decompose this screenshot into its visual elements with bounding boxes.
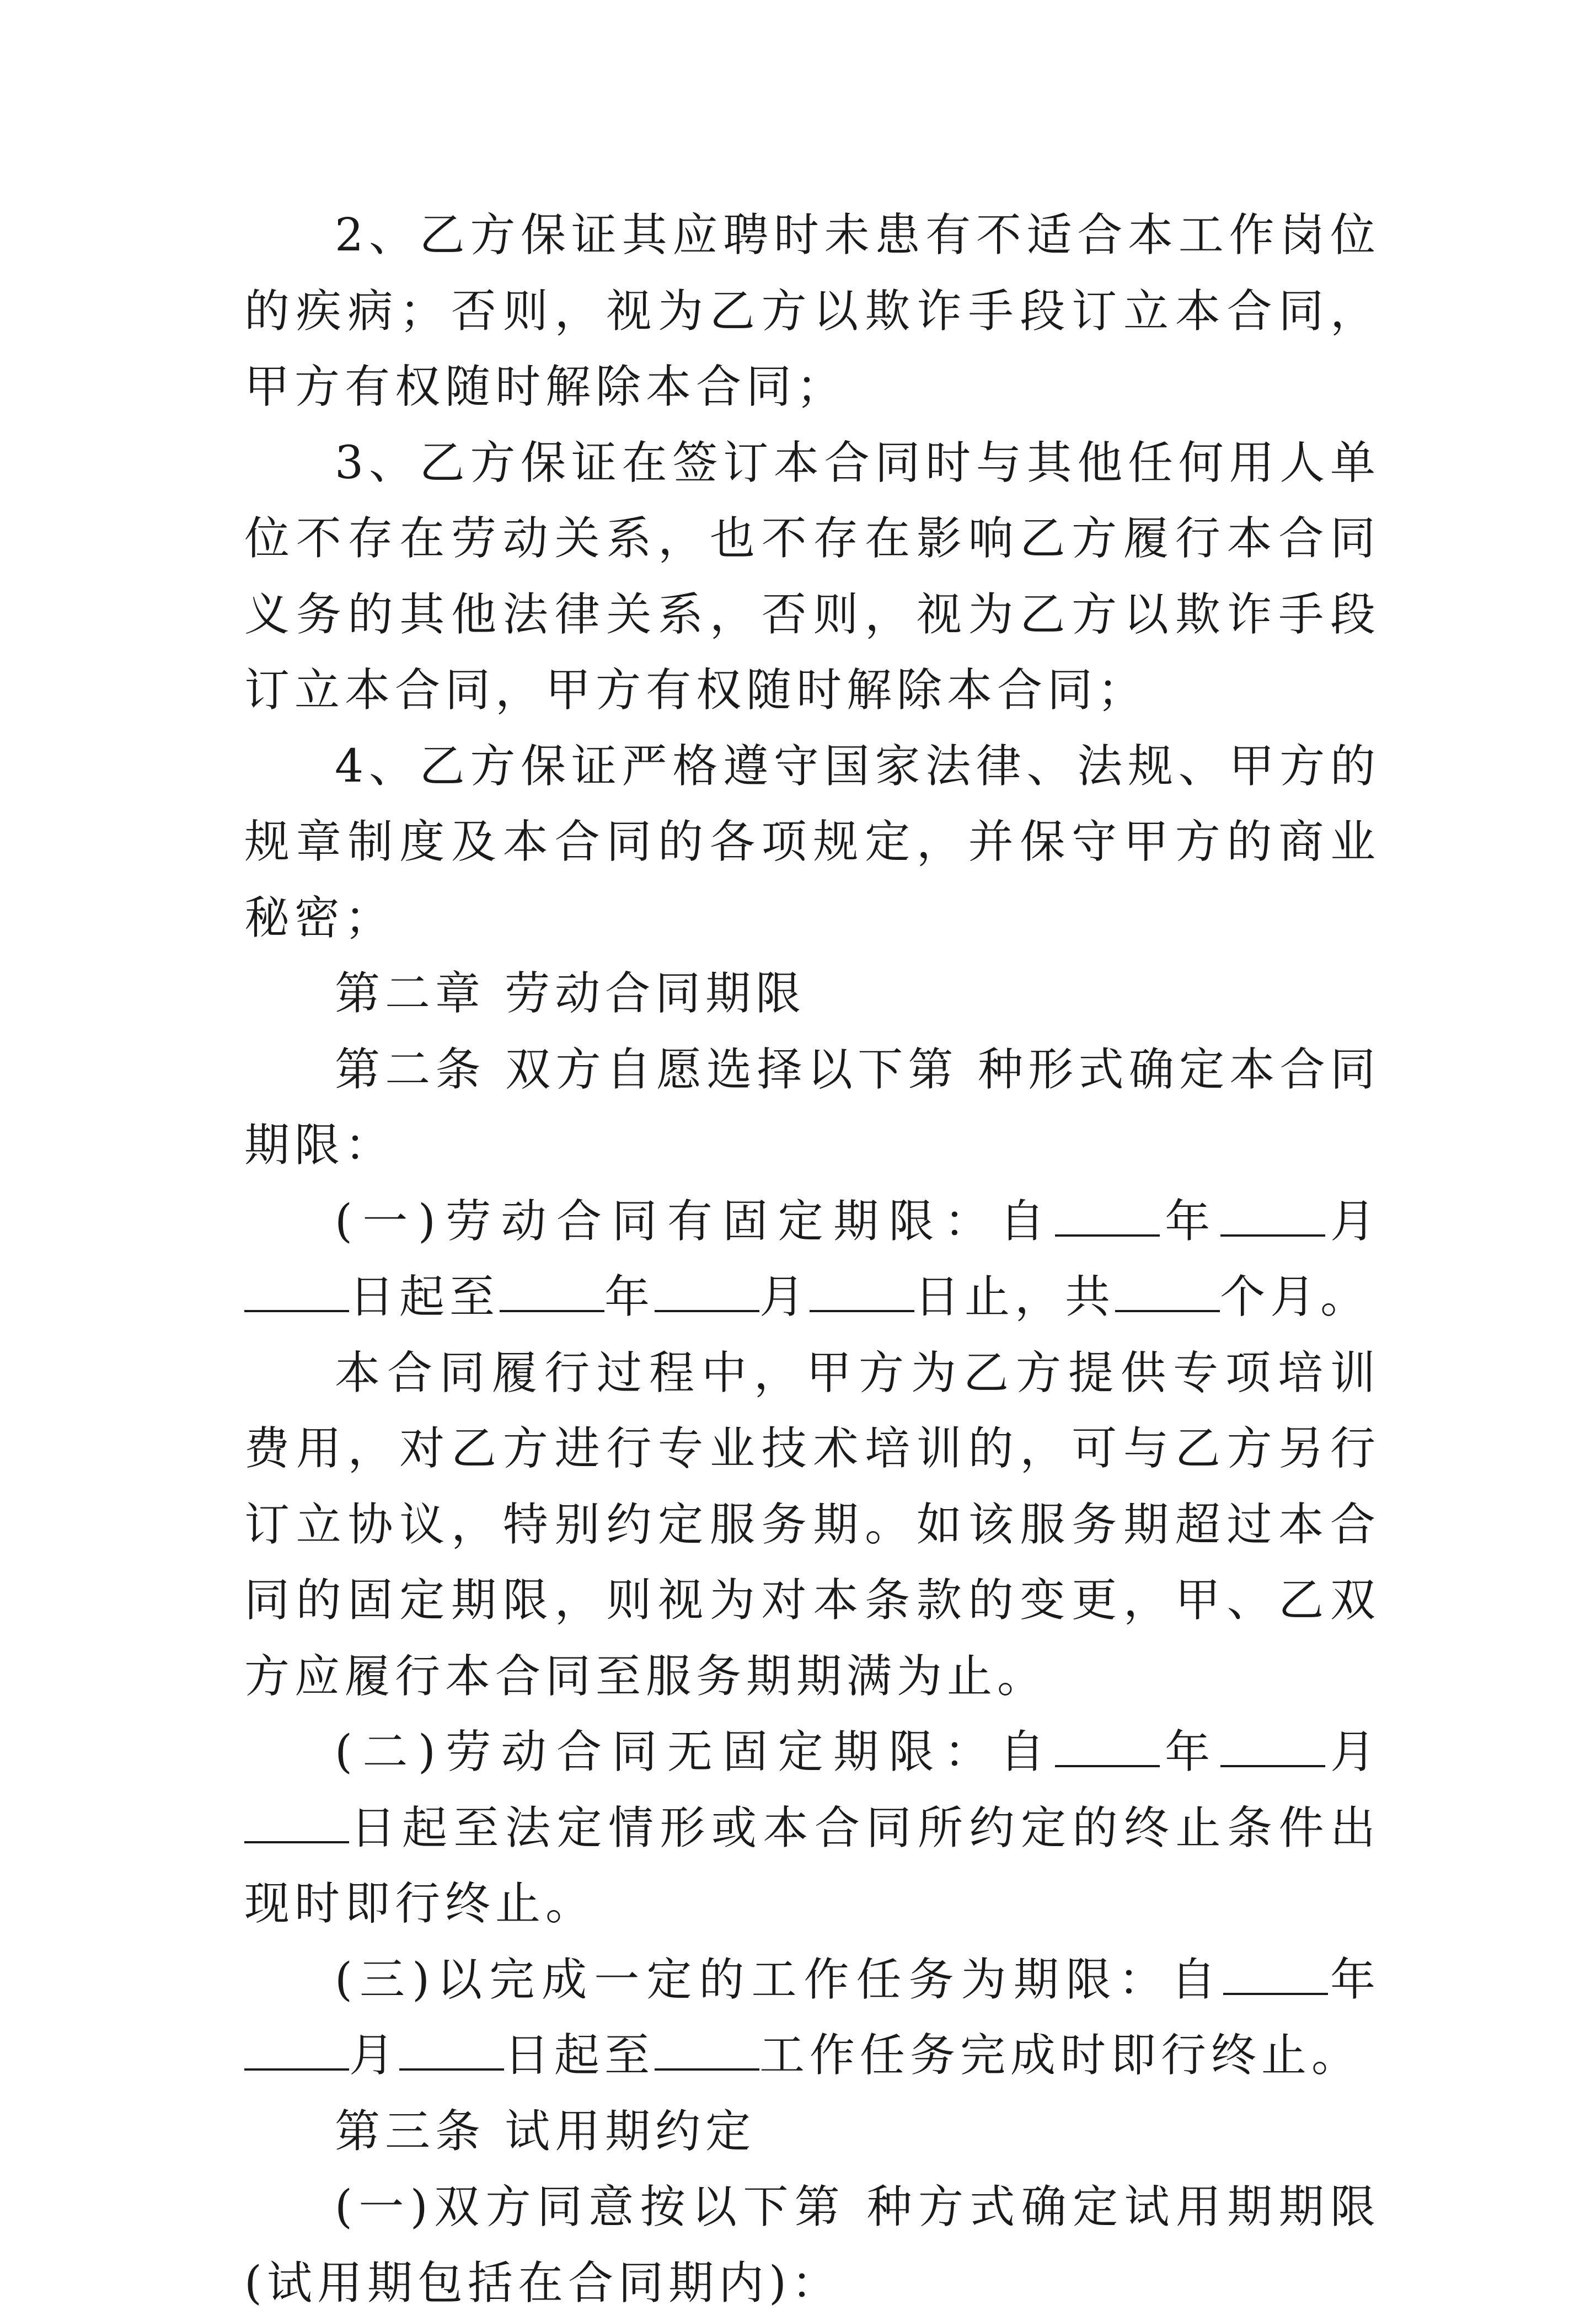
fill-in-blank[interactable] [1220,1196,1325,1237]
fill-in-blank[interactable] [1055,1726,1160,1767]
fill-in-blank[interactable] [655,2030,759,2071]
fill-in-blank[interactable] [500,1271,604,1312]
fill-in-blank[interactable] [810,1271,914,1312]
chapter-heading: 第二章 劳动合同期限 [335,967,806,1020]
text-run: 月 [1325,1195,1380,1248]
text-run: 月 [1325,1726,1380,1778]
text-run: (二)劳动合同无固定期限：自 [335,1726,1055,1778]
fill-in-blank[interactable] [244,2030,349,2071]
article-3-heading: 第三条 试用期约定 [335,2105,756,2158]
text-run: (一)劳动合同有固定期限：自 [335,1195,1055,1248]
text-run: 年 [1327,1953,1380,2006]
text-run: 月 [349,2029,400,2082]
paragraph-service-period: 本合同履行过程中，甲方为乙方提供专项培训费用，对乙方进行专业技术培训的，可与乙方另行订立协议，特别约定服务期。如该服务期超过本合同的固定期限，则视为对本条款的变更，甲、乙双方应履行本合同至服务期期满为止。 [244,1346,1380,1703]
paragraph-probation: (一)双方同意按以下第 种方式确定试用期期限(试用期包括在合同期内)： [244,2181,1380,2309]
text-run: 月 [759,1271,810,1323]
text-run: 年 [1159,1726,1220,1778]
text-run: 日起至法定情形或本合同所约定的终止条件出现时即行终止。 [244,1801,1380,1930]
fill-in-blank[interactable] [244,1803,349,1843]
text-run: 日起至 [349,1271,500,1323]
fill-in-blank[interactable] [1223,1954,1328,1995]
paragraph-open-term [244,1714,1380,1942]
fill-in-blank[interactable] [1055,1196,1160,1237]
article-2-heading: 第二条 双方自愿选择以下第 种形式确定本合同期限： [244,1043,1380,1172]
text-run: 日止，共 [914,1271,1116,1323]
fill-in-blank[interactable] [655,1271,759,1312]
fill-in-blank[interactable] [1220,1726,1325,1767]
text-run: (三)以完成一定的工作任务为期限：自 [335,1953,1223,2006]
paragraph-fixed-term [244,1184,1380,1335]
document-body [244,197,1380,2321]
fill-in-blank[interactable] [1115,1271,1220,1312]
text-run: 个月。 [1220,1271,1371,1323]
text-run: 工作任务完成时即行终止。 [759,2029,1362,2082]
paragraph-clause-4: 4、乙方保证严格遵守国家法律、法规、甲方的规章制度及本合同的各项规定，并保守甲方的商业秘密； [244,740,1380,944]
paragraph-task-term [244,1942,1380,2094]
text-run: 年 [1159,1195,1220,1248]
text-run: 年 [604,1271,655,1323]
text-run: 日起至 [504,2029,655,2082]
paragraph-clause-3: 3、乙方保证在签订本合同时与其他任何用人单位不存在劳动关系，也不存在影响乙方履行本合同义务的其他法律关系，否则，视为乙方以欺诈手段订立本合同，甲方有权随时解除本合同； [244,436,1380,716]
paragraph-clause-2: 2、乙方保证其应聘时未患有不适合本工作岗位的疾病；否则，视为乙方以欺诈手段订立本合同，甲方有权随时解除本合同； [244,209,1380,413]
fill-in-blank[interactable] [244,1271,349,1312]
fill-in-blank[interactable] [399,2030,504,2071]
